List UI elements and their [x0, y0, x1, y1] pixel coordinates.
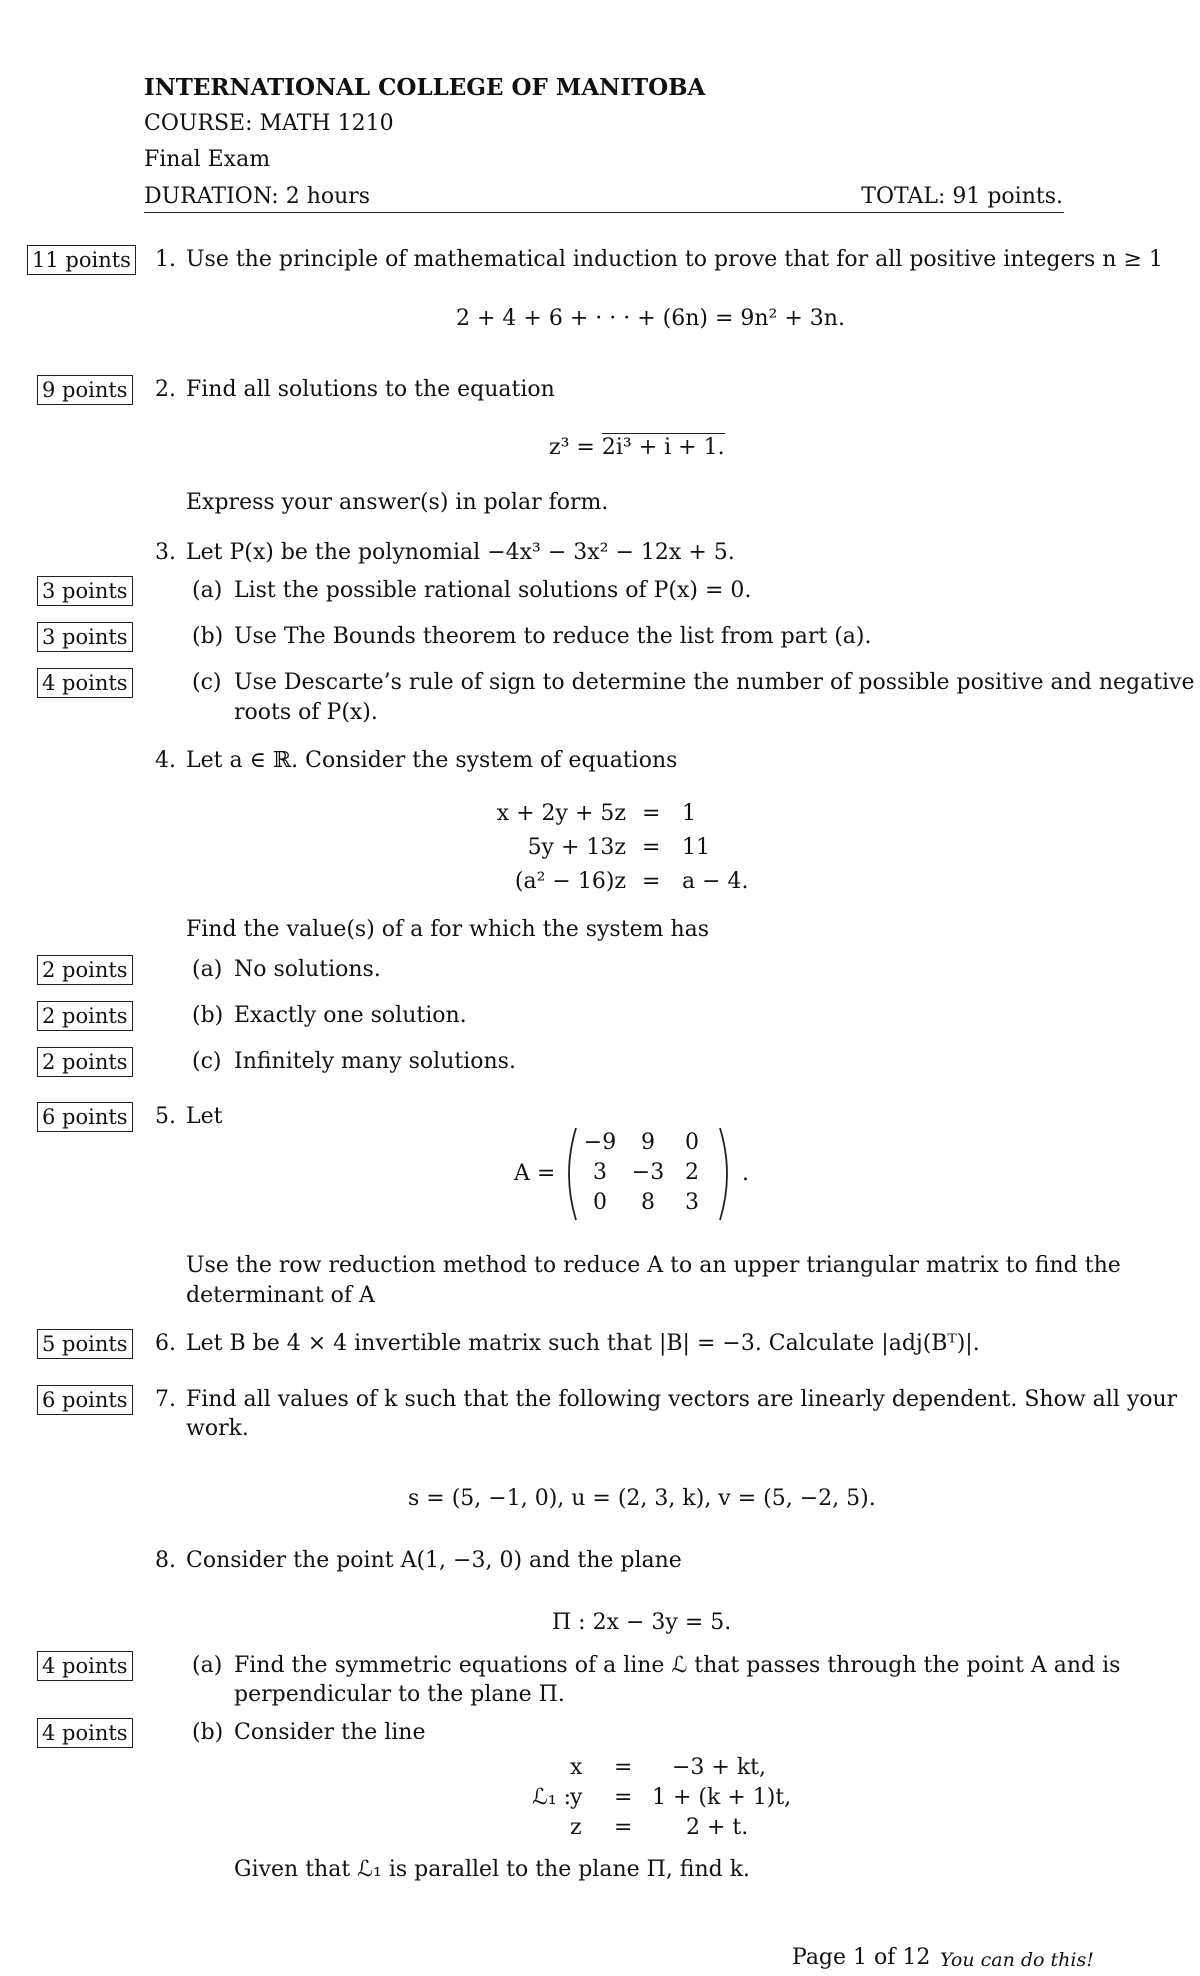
- q2-equation-conjugate: 2i³ + i + 1.: [601, 435, 725, 460]
- q8-plane: Π : 2x − 3y = 5.: [552, 1610, 732, 1635]
- q1-number: 1.: [155, 247, 176, 272]
- left-paren-icon: [560, 1126, 580, 1222]
- line-rhs-x: −3 + kt,: [672, 1755, 767, 1780]
- line-sign: =: [614, 1785, 633, 1810]
- q2-instruction: Express your answer(s) in polar form.: [186, 490, 609, 515]
- q4-eq2-lhs: 5y + 13z: [527, 835, 626, 860]
- q2-equation: [549, 434, 725, 462]
- q4c-text: Infinitely many solutions.: [234, 1049, 516, 1074]
- q7-text-line2: work.: [186, 1416, 249, 1441]
- q6-points-box: 5 points: [37, 1329, 133, 1359]
- q2-text: Find all solutions to the equation: [186, 377, 555, 402]
- q4-eq3-sign: =: [642, 869, 661, 894]
- matrix-cell: 3: [593, 1160, 607, 1185]
- matrix-cell: −9: [583, 1130, 617, 1155]
- matrix-period: .: [742, 1161, 749, 1186]
- matrix-a: [560, 1126, 740, 1222]
- q7-vectors: s = (5, −1, 0), u = (2, 3, k), v = (5, −2, 5).: [408, 1486, 876, 1511]
- right-paren-icon: [716, 1126, 736, 1222]
- matrix-cell: 2: [685, 1160, 699, 1185]
- institution-name: INTERNATIONAL COLLEGE OF MANITOBA: [144, 74, 706, 101]
- q3a-label: (a): [192, 578, 223, 603]
- line-equation-row: [560, 1754, 800, 1782]
- q3a-points-box: 3 points: [37, 576, 133, 606]
- matrix-cell: 0: [593, 1190, 607, 1215]
- matrix-cell: 3: [685, 1190, 699, 1215]
- q1-equation: 2 + 4 + 6 + · · · + (6n) = 9n² + 3n.: [456, 306, 845, 331]
- q4b-points-box: 2 points: [37, 1001, 133, 1031]
- q8b-given: Given that ℒ₁ is parallel to the plane Π, find k.: [234, 1857, 751, 1882]
- q4-eq1-sign: =: [642, 801, 661, 826]
- q5-instruction-line2: determinant of A: [186, 1283, 375, 1308]
- q1-points-box: 11 points: [27, 245, 136, 275]
- matrix-name: A =: [514, 1161, 556, 1186]
- q8-number: 8.: [155, 1548, 176, 1573]
- q8b-label: (b): [192, 1720, 224, 1745]
- q3b-label: (b): [192, 624, 224, 649]
- q3-text: Let P(x) be the polynomial −4x³ − 3x² − 12x + 5.: [186, 540, 735, 565]
- line-var-y: y: [570, 1785, 583, 1810]
- q2-points-box: 9 points: [37, 375, 133, 405]
- line-equation-row: [560, 1814, 800, 1842]
- q4a-text: No solutions.: [234, 957, 381, 982]
- q8a-text-line2: perpendicular to the plane Π.: [234, 1682, 565, 1707]
- q3c-text-line2: roots of P(x).: [234, 700, 378, 725]
- q8b-points-box: 4 points: [37, 1718, 133, 1748]
- line-var-x: x: [570, 1755, 583, 1780]
- q4b-text: Exactly one solution.: [234, 1003, 467, 1028]
- q4a-label: (a): [192, 957, 223, 982]
- q4-eq1-lhs: x + 2y + 5z: [496, 801, 626, 826]
- q7-points-box: 6 points: [37, 1385, 133, 1415]
- q3b-text: Use The Bounds theorem to reduce the list from part (a).: [234, 624, 872, 649]
- exam-duration: DURATION: 2 hours: [144, 184, 371, 209]
- q4-eq1-rhs: 1: [682, 801, 696, 826]
- q4-text: Let a ∈ ℝ. Consider the system of equations: [186, 748, 678, 773]
- matrix-cell: 8: [641, 1190, 655, 1215]
- q4-eq2-rhs: 11: [682, 835, 710, 860]
- exam-total: TOTAL: 91 points.: [861, 184, 1063, 209]
- q4-eq3-lhs: (a² − 16)z: [514, 869, 626, 894]
- header-rule: [144, 212, 1064, 213]
- q2-equation-left: z³ =: [549, 435, 602, 460]
- line-sign: =: [614, 1815, 633, 1840]
- line-var-z: z: [570, 1815, 582, 1840]
- footer-note: You can do this!: [940, 1949, 1094, 1971]
- q4-prompt: Find the value(s) of a for which the system has: [186, 917, 710, 942]
- q4c-label: (c): [192, 1049, 222, 1074]
- line-rhs-y: 1 + (k + 1)t,: [652, 1785, 792, 1810]
- matrix-cell: 0: [685, 1130, 699, 1155]
- q8a-text-line1: Find the symmetric equations of a line ℒ that passes through the point A and is: [234, 1653, 1121, 1678]
- q4b-label: (b): [192, 1003, 224, 1028]
- q4-system-row: [500, 834, 760, 862]
- q4c-points-box: 2 points: [37, 1047, 133, 1077]
- q5-instruction-line1: Use the row reduction method to reduce A to an upper triangular matrix to find the: [186, 1253, 1121, 1278]
- q7-text-line1: Find all values of k such that the following vectors are linearly dependent. Show all your: [186, 1387, 1178, 1412]
- matrix-cell: −3: [631, 1160, 665, 1185]
- q5-points-box: 6 points: [37, 1102, 133, 1132]
- q4-eq2-sign: =: [642, 835, 661, 860]
- q3b-points-box: 3 points: [37, 622, 133, 652]
- q7-number: 7.: [155, 1387, 176, 1412]
- q4-system-row: [496, 800, 760, 828]
- q8-text: Consider the point A(1, −3, 0) and the plane: [186, 1548, 682, 1573]
- page-number: Page 1 of 12: [792, 1945, 931, 1970]
- q8a-label: (a): [192, 1653, 223, 1678]
- q3c-label: (c): [192, 670, 222, 695]
- line-sign: =: [614, 1755, 633, 1780]
- course-code: COURSE: MATH 1210: [144, 111, 394, 136]
- q5-text: Let: [186, 1104, 223, 1129]
- line-rhs-z: 2 + t.: [686, 1815, 749, 1840]
- q5-number: 5.: [155, 1104, 176, 1129]
- q4-system-row: [500, 868, 760, 896]
- q3-number: 3.: [155, 540, 176, 565]
- q6-text: Let B be 4 × 4 invertible matrix such that |B| = −3. Calculate |adj(Bᵀ)|.: [186, 1331, 980, 1356]
- q3c-points-box: 4 points: [37, 668, 133, 698]
- q8a-points-box: 4 points: [37, 1651, 133, 1681]
- q2-number: 2.: [155, 377, 176, 402]
- line-equation-row: [560, 1784, 800, 1812]
- q4-number: 4.: [155, 748, 176, 773]
- exam-title: Final Exam: [144, 147, 271, 172]
- q4a-points-box: 2 points: [37, 955, 133, 985]
- q4-eq3-rhs: a − 4.: [682, 869, 749, 894]
- q1-text: Use the principle of mathematical induction to prove that for all positive integers n ≥ 1: [186, 247, 1163, 272]
- q3c-text-line1: Use Descarte’s rule of sign to determine the number of possible positive and negative: [234, 670, 1195, 695]
- q6-number: 6.: [155, 1331, 176, 1356]
- q8b-text: Consider the line: [234, 1720, 426, 1745]
- matrix-cell: 9: [641, 1130, 655, 1155]
- line-name: ℒ₁ :: [532, 1785, 572, 1810]
- q3a-text: List the possible rational solutions of P(x) = 0.: [234, 578, 752, 603]
